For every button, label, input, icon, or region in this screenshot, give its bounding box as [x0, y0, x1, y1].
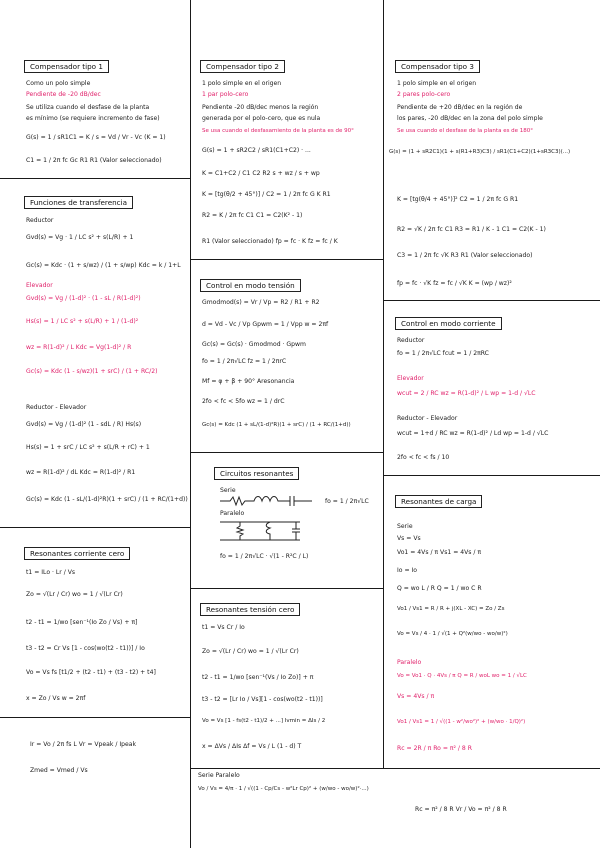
formula-line: Se utiliza cuando el desfase de la planta	[26, 104, 150, 111]
section-title: Funciones de transferencia	[24, 196, 133, 209]
formula-line: t2 - t1 = 1/wo [sen⁻¹(Vs / Io Zo)] + π	[202, 674, 314, 681]
section-control-modo-corriente	[383, 300, 600, 475]
section-title: Circuitos resonantes	[214, 467, 299, 480]
section-resonantes-carga	[383, 475, 600, 768]
formula-line: Vo1 / Vs1 = R / R + j(XL - XC) = Zo / Zs	[397, 606, 505, 612]
formula-line: K = C1+C2 / C1 C2 R2 s + wz / s + wp	[202, 170, 320, 177]
subheading-elevador: Elevador	[397, 375, 424, 382]
formula-line: wcut = 2 / RC wz = R(1-d)² / L wp = 1-d / √LC	[397, 390, 536, 397]
section-relations	[0, 717, 190, 848]
section-funciones-transferencia	[0, 178, 190, 527]
section-bottom-formula	[190, 768, 600, 848]
formula-line: Zmed = Vmed / Vs	[30, 767, 88, 774]
section-comp-tipo-2	[190, 0, 383, 259]
formula-line: wz = R(1-d)² / L Kdc = Vg(1-d)² / R	[26, 344, 132, 351]
section-circuitos-resonantes	[190, 452, 383, 588]
formula-line: C1 = 1 / 2π fc Gc R1 R1 (Valor seleccionado)	[26, 157, 162, 164]
formula-line: Ir = Vo / 2π fs L Vr = Vpeak / Ipeak	[30, 741, 137, 748]
formula-fo-paralelo: fo = 1 / 2π√LC · √(1 - R²C / L)	[220, 553, 309, 560]
formula-line: Vo / Vs = 4/π · 1 / √((1 - Cp/Cs - w²Lr Cp)² + (w/wo - wo/w)²·...)	[198, 786, 369, 792]
formula-line: 1 polo simple en el origen	[397, 80, 477, 87]
formula-line: Gc(s) = Kdc · (1 + s/wz) / (1 + s/wp) Kdc = k / 1+L	[26, 262, 181, 269]
formula-line: R1 (Valor seleccionado) fp = fc · K fz = fc / K	[202, 238, 338, 245]
label-paralelo: Paralelo	[397, 659, 422, 666]
formula-line: Se usa cuando el desfase de la planta es de 180°	[397, 128, 534, 134]
subheading-reductor-elevador: Reductor - Elevador	[397, 415, 458, 422]
formula-line: C3 = 1 / 2π fc √K R3 R1 (Valor seleccionado)	[397, 252, 533, 259]
formula-line: R2 = √K / 2π fc C1 R3 = R1 / K - 1 C1 = C2(K - 1)	[397, 226, 546, 233]
formula-line: Zo = √(Lr / Cr) wo = 1 / √(Lr Cr)	[202, 648, 299, 655]
formula-line: Pendiente de -20 dB/dec	[26, 91, 101, 98]
formula-line: fo = 1 / 2π√LC fcut = 1 / 2πRC	[397, 350, 489, 357]
formula-line: Vs = 4Vs / π	[397, 693, 435, 700]
formula-line: generada por el polo-cero, que es nula	[202, 115, 321, 122]
formula-line: Rc = π² / 8 R Vr / Vo = π² / 8 R	[415, 806, 507, 813]
formula-line: t3 - t2 = Cr Vs [1 - cos(wo(t2 - t1))] / Io	[26, 645, 145, 652]
section-control-modo-tension	[190, 259, 383, 452]
formula-line: t3 - t2 = [Lr Io / Vs][1 - cos(wo(t2 - t1))]	[202, 696, 323, 703]
section-title: Compensador tipo 3	[395, 60, 480, 73]
label-serie: Serie	[220, 487, 236, 494]
formula-line: R2 = K / 2π fc C1 C1 = C2(K² - 1)	[202, 212, 303, 219]
subheading-reductor: Reductor	[397, 337, 425, 344]
formula-line: K = [tg(θ/4 + 45°)]² C2 = 1 / 2π fc G R1	[397, 196, 519, 203]
formula-line: Io = Io	[397, 567, 418, 574]
formula-line: Hs(s) = 1 / LC s² + s(L/R) + 1 / (1-d)²	[26, 318, 139, 325]
formula-line: 2fo < fc < 5fo wz = 1 / drC	[202, 398, 285, 405]
label-serie: Serie	[397, 523, 413, 530]
formula-line: Vo = Vs [1 - fs(t2 - t1)/2 + ...] Ivmin = ΔIs / 2	[202, 718, 326, 724]
section-title: Compensador tipo 2	[200, 60, 285, 73]
parallel-rlc-schematic	[220, 518, 320, 544]
formula-line: 2 pares polo-cero	[397, 91, 451, 98]
formula-line: Gc(s) = Kdc (1 - s/wz)(1 + srC) / (1 + RC/2)	[26, 368, 158, 375]
formula-line: los pares, -20 dB/dec en la zona del polo simple	[397, 115, 543, 122]
formula-line: Gc(s) = Kdc (1 + sL/(1-d)²R)(1 + srC) / (1 + RC/(1+d))	[202, 422, 351, 428]
formula-line: fp = fc · √K fz = fc / √K K = (wp / wz)²	[397, 280, 512, 287]
subheading-elevador: Elevador	[26, 282, 53, 289]
series-rlc-schematic	[220, 494, 330, 508]
formula-line: Pendiente -20 dB/dec menos la región	[202, 104, 319, 111]
section-comp-tipo-3	[383, 0, 600, 300]
section-title: Resonantes tensión cero	[200, 603, 300, 616]
formula-line: t1 = Vs Cr / Io	[202, 624, 245, 631]
formula-fo-serie: fo = 1 / 2π√LC	[325, 498, 369, 505]
formula-line: Vo = Vo1 · Q · 4Vs / π Q = R / woL wo = 1 / √LC	[397, 673, 527, 679]
formula-line: Q = wo L / R Q = 1 / wo C R	[397, 585, 482, 592]
formula-line: K = [tg(θ/2 + 45°)] / C2 = 1 / 2π fc G K R1	[202, 191, 331, 198]
formula-line: Mf = φ + β + 90° Aresonancia	[202, 378, 295, 385]
formula-line: Gc(s) = Gc(s) · Gmodmod · Gpwm	[202, 341, 306, 348]
section-title: Compensador tipo 1	[24, 60, 109, 73]
formula-line: wz = R(1-d)² / dL Kdc = R(1-d)² / R1	[26, 469, 136, 476]
section-title: Control en modo corriente	[395, 317, 502, 330]
formula-line: G(s) = 1 + sR2C2 / sR1(C1+C2) · ...	[202, 147, 311, 154]
formula-line: Vo1 / Vs1 = 1 / √((1 - w²/wo²)² + (w/wo · 1/Q)²)	[397, 719, 526, 725]
formula-line: G(s) = (1 + sR2C1)(1 + s(R1+R3)C3) / sR1(C1+C2)(1+sR3C3)(...)	[389, 149, 571, 155]
formula-line: t2 - t1 = 1/wo [sen⁻¹(Io Zo / Vs) + π]	[26, 619, 138, 626]
formula-line: x = Zo / Vs w = 2πf	[26, 695, 86, 702]
formula-line: wcut = 1+d / RC wz = R(1-d)² / Ld wp = 1-d / √LC	[397, 430, 549, 437]
formula-line: d = Vd - Vc / Vp Gpwm = 1 / Vpp w = 2πf	[202, 321, 329, 328]
section-title: Resonantes corriente cero	[24, 547, 130, 560]
formula-line: Vs = Vs	[397, 535, 421, 542]
label-paralelo: Paralelo	[220, 510, 245, 517]
formula-line: Serie Paralelo	[198, 772, 240, 779]
formula-line: 1 polo simple en el origen	[202, 80, 282, 87]
formula-line: Zo = √(Lr / Cr) wo = 1 / √(Lr Cr)	[26, 591, 123, 598]
formula-line: Vo = Vs fs [t1/2 + (t2 - t1) + (t3 - t2) + t4]	[26, 669, 156, 676]
formula-line: Se usa cuando el desfasamiento de la planta es de 90°	[202, 128, 354, 134]
formula-line: 1 par polo-cero	[202, 91, 249, 98]
formula-line: Rc = 2R / π Ro = π² / 8 R	[397, 745, 472, 752]
formula-line: Pendiente de +20 dB/dec en la región de	[397, 104, 523, 111]
formula-line: Gvd(s) = Vg / (1-d)² · (1 - sL / R(1-d)²)	[26, 295, 141, 302]
formula-line: Gmodmod(s) = Vr / Vp = R2 / R1 + R2	[202, 299, 320, 306]
subheading-reductor: Reductor	[26, 217, 54, 224]
formula-line: es mínimo (se requiere incremento de fase)	[26, 115, 160, 122]
section-title: Resonantes de carga	[395, 495, 482, 508]
formula-line: Vo1 = 4Vs / π Vs1 = 4Vs / π	[397, 549, 482, 556]
formula-line: fo = 1 / 2π√LC fz = 1 / 2πrC	[202, 358, 287, 365]
formula-line: Gvd(s) = Vg / (1-d)² (1 - sdL / R) Hs(s)	[26, 421, 142, 428]
section-resonantes-corriente-cero	[0, 527, 190, 717]
section-title: Control en modo tensión	[200, 279, 301, 292]
formula-line: 2fo < fc < fs / 10	[397, 454, 450, 461]
formula-line: x = ΔVs / ΔIs Δf = Vs / L (1 - d) T	[202, 743, 302, 750]
formula-line: Gvd(s) = Vg · 1 / LC s² + s(L/R) + 1	[26, 234, 134, 241]
formula-line: Gc(s) = Kdc (1 - sL/(1-d)²R)(1 + srC) / (1 + RC/(1+d))	[26, 496, 188, 503]
formula-line: Como un polo simple	[26, 80, 91, 87]
formula-line: G(s) = 1 / sR1C1 = K / s = Vd / Vr - Vc (K = 1)	[26, 134, 166, 141]
formula-line: Hs(s) = 1 + srC / LC s² + s(L/R + rC) + 1	[26, 444, 150, 451]
subheading-reductor-elevador: Reductor - Elevador	[26, 404, 87, 411]
formula-line: Vo = Vs / 4 · 1 / √(1 + Q²(w/wo - wo/w)²)	[397, 631, 508, 637]
section-comp-tipo-1	[0, 0, 190, 178]
section-resonantes-tension-cero	[190, 588, 383, 768]
formula-line: t1 = ILo · Lr / Vs	[26, 569, 76, 576]
